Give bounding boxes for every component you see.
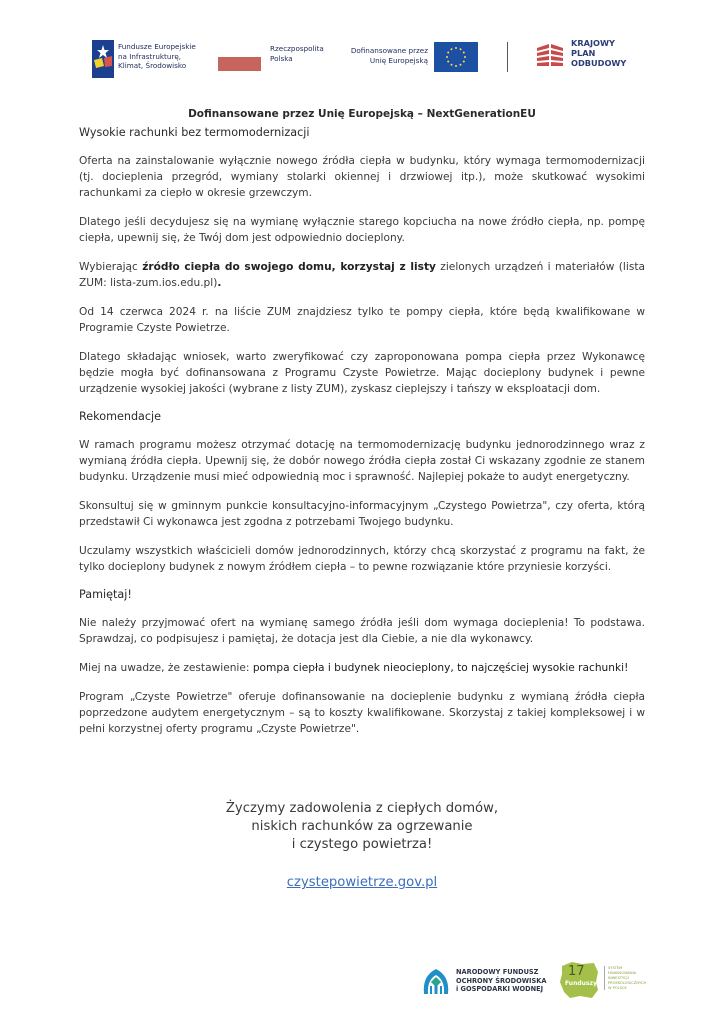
text: Miej na uwadze, że zestawienie: — [79, 662, 253, 674]
eu-cofinanced-logo — [343, 42, 478, 76]
funding-heading: Dofinansowane przez Unię Europejską – NextGenerationEU — [188, 108, 536, 120]
closing-wishes — [0, 800, 724, 854]
paragraph: Nie należy przyjmować ofert na wymianę samego źródła jeśli dom wymaga docieplenia! To podstawa. Sprawdzaj, co podpisujesz i pamiętaj, że dotacja jest dla Ciebie, a nie dla wykonawcy. — [79, 617, 645, 645]
fundusze-europejskie-logo — [92, 40, 212, 80]
kpo-logo — [535, 38, 645, 78]
document-body — [79, 108, 645, 750]
nfosigw-logo — [422, 962, 552, 1002]
text: zielonych urządzeń i materiałów (lista ZUM: lista-zum.ios.edu.pl) — [79, 261, 645, 289]
paragraph: Program „Czyste Powietrze" oferuje dofinansowanie na docieplenie budynku z wymianą źródła ciepła poprzedzone audytem energetycznym – są to koszty kwalifikowane. Skorzystaj z takiej kompleksowej i w pełni korzystnej oferty programu „Czyste Powietrze". — [79, 691, 645, 735]
closing-line: niskich rachunków za ogrzewanie — [251, 819, 473, 834]
closing-line: Życzymy zadowolenia z ciepłych domów, — [225, 801, 499, 816]
emphasis-text: pompa ciepła i budynek nieocieplony, to najczęściej wysokie rachunki! — [252, 662, 629, 674]
rzeczpospolita-text: Rzeczpospolita Polska — [270, 44, 324, 63]
header-logos — [0, 38, 724, 82]
section-heading-recommendations: Rekomendacje — [79, 410, 162, 423]
eu-flag-icon — [434, 42, 478, 72]
text: Wybierając — [79, 261, 143, 273]
nfosigw-emblem-icon — [422, 966, 450, 996]
rzeczpospolita-logo — [218, 44, 338, 74]
text: . — [217, 277, 222, 289]
paragraph: Oferta na zainstalowanie wyłącznie nowego źródła ciepła w budynku, który wymaga termomodernizacji (tj. docieplenia przegród, wymiany stolarki okiennej i drzwiowej itp.), może skutkować wysokimi rachunkami za ciepło w okresie grzewczym. — [79, 155, 645, 199]
paragraph: Uczulamy wszystkich właścicieli domów jednorodzinnych, którzy chcą skorzystać z programu na fakt, że tylko docieplony budynek z nowym źródłem ciepła – to pewne rozwiązanie które przyniesie korzyści. — [79, 545, 645, 573]
paragraph-warning — [79, 660, 645, 676]
poland-flag-icon — [218, 57, 261, 71]
17-number: 17 — [568, 964, 585, 979]
closing-line: i czystego powietrza! — [291, 837, 433, 852]
section-heading-remember: Pamiętaj! — [79, 588, 132, 601]
emphasis-text: źródło ciepła do swojego domu, korzystaj z listy — [142, 261, 436, 273]
eu-cofinanced-text: Dofinansowane przez Unię Europejską — [350, 46, 428, 65]
paragraph: Od 14 czerwca 2024 r. na liście ZUM znajdziesz tylko te pompy ciepła, które będą kwalifikowane w Programie Czyste Powietrze. — [79, 306, 645, 334]
footer-logos — [0, 960, 724, 1010]
header-divider — [507, 42, 508, 72]
fundusze-europejskie-text: Fundusze Europejskie na Infrastrukturę, Klimat, Środowisko — [118, 42, 196, 70]
fe-star-icon — [92, 40, 114, 78]
paragraph-zum-list — [79, 259, 645, 291]
kpo-building-icon — [535, 42, 565, 70]
nfosigw-text: NARODOWY FUNDUSZ OCHRONY ŚRODOWISKA i GOSPODARKI WODNEJ — [456, 968, 547, 993]
section-heading-high-bills: Wysokie rachunki bez termomodernizacji — [79, 126, 310, 139]
paragraph: Dlatego składając wniosek, warto zweryfikować czy zaproponowana pompa ciepła przez Wykonawcę będzie mogła być dofinansowana z Programu Czyste Powietrze. Mając docieplony budynek i pewne urządzenie wysokiej jakości (wybrane z listy ZUM), zyskasz cieplejszy i tańszy w eksploatacji dom. — [79, 351, 645, 395]
funduszy-word: Funduszy — [565, 980, 597, 987]
paragraph: Dlatego jeśli decydujesz się na wymianę wyłącznie starego kopciucha na nowe źródło ciepła, np. pompę ciepła, upewnij się, że Twój dom jest odpowiednio docieplony. — [79, 216, 645, 244]
17-funduszy-logo — [558, 960, 668, 1004]
kpo-text: KRAJOWY PLAN ODBUDOWY — [571, 38, 627, 68]
paragraph: W ramach programu możesz otrzymać dotację na termomodernizację budynku jednorodzinnego wraz z wymianą źródła ciepła. Upewnij się, że dobór nowego źródła ciepła został Ci wskazany zgodnie ze stanem budynku. Urządzenie musi mieć odpowiednią moc i sprawność. Najlepiej pokaże to audyt energetyczny. — [79, 439, 645, 483]
paragraph: Skonsultuj się w gminnym punkcie konsultacyjno-informacyjnym „Czystego Powietrza", czy oferta, którą przedstawił Ci wykonawca jest zgodna z potrzebami Twojego budynku. — [79, 500, 645, 528]
website-link[interactable]: czystepowietrze.gov.pl — [286, 875, 438, 890]
f17-divider — [604, 966, 605, 990]
f17-tagline: SYSTEM FINANSOWANIA INWESTYCJI PROEKOLOGICZNYCH W POLSCE — [608, 966, 647, 990]
